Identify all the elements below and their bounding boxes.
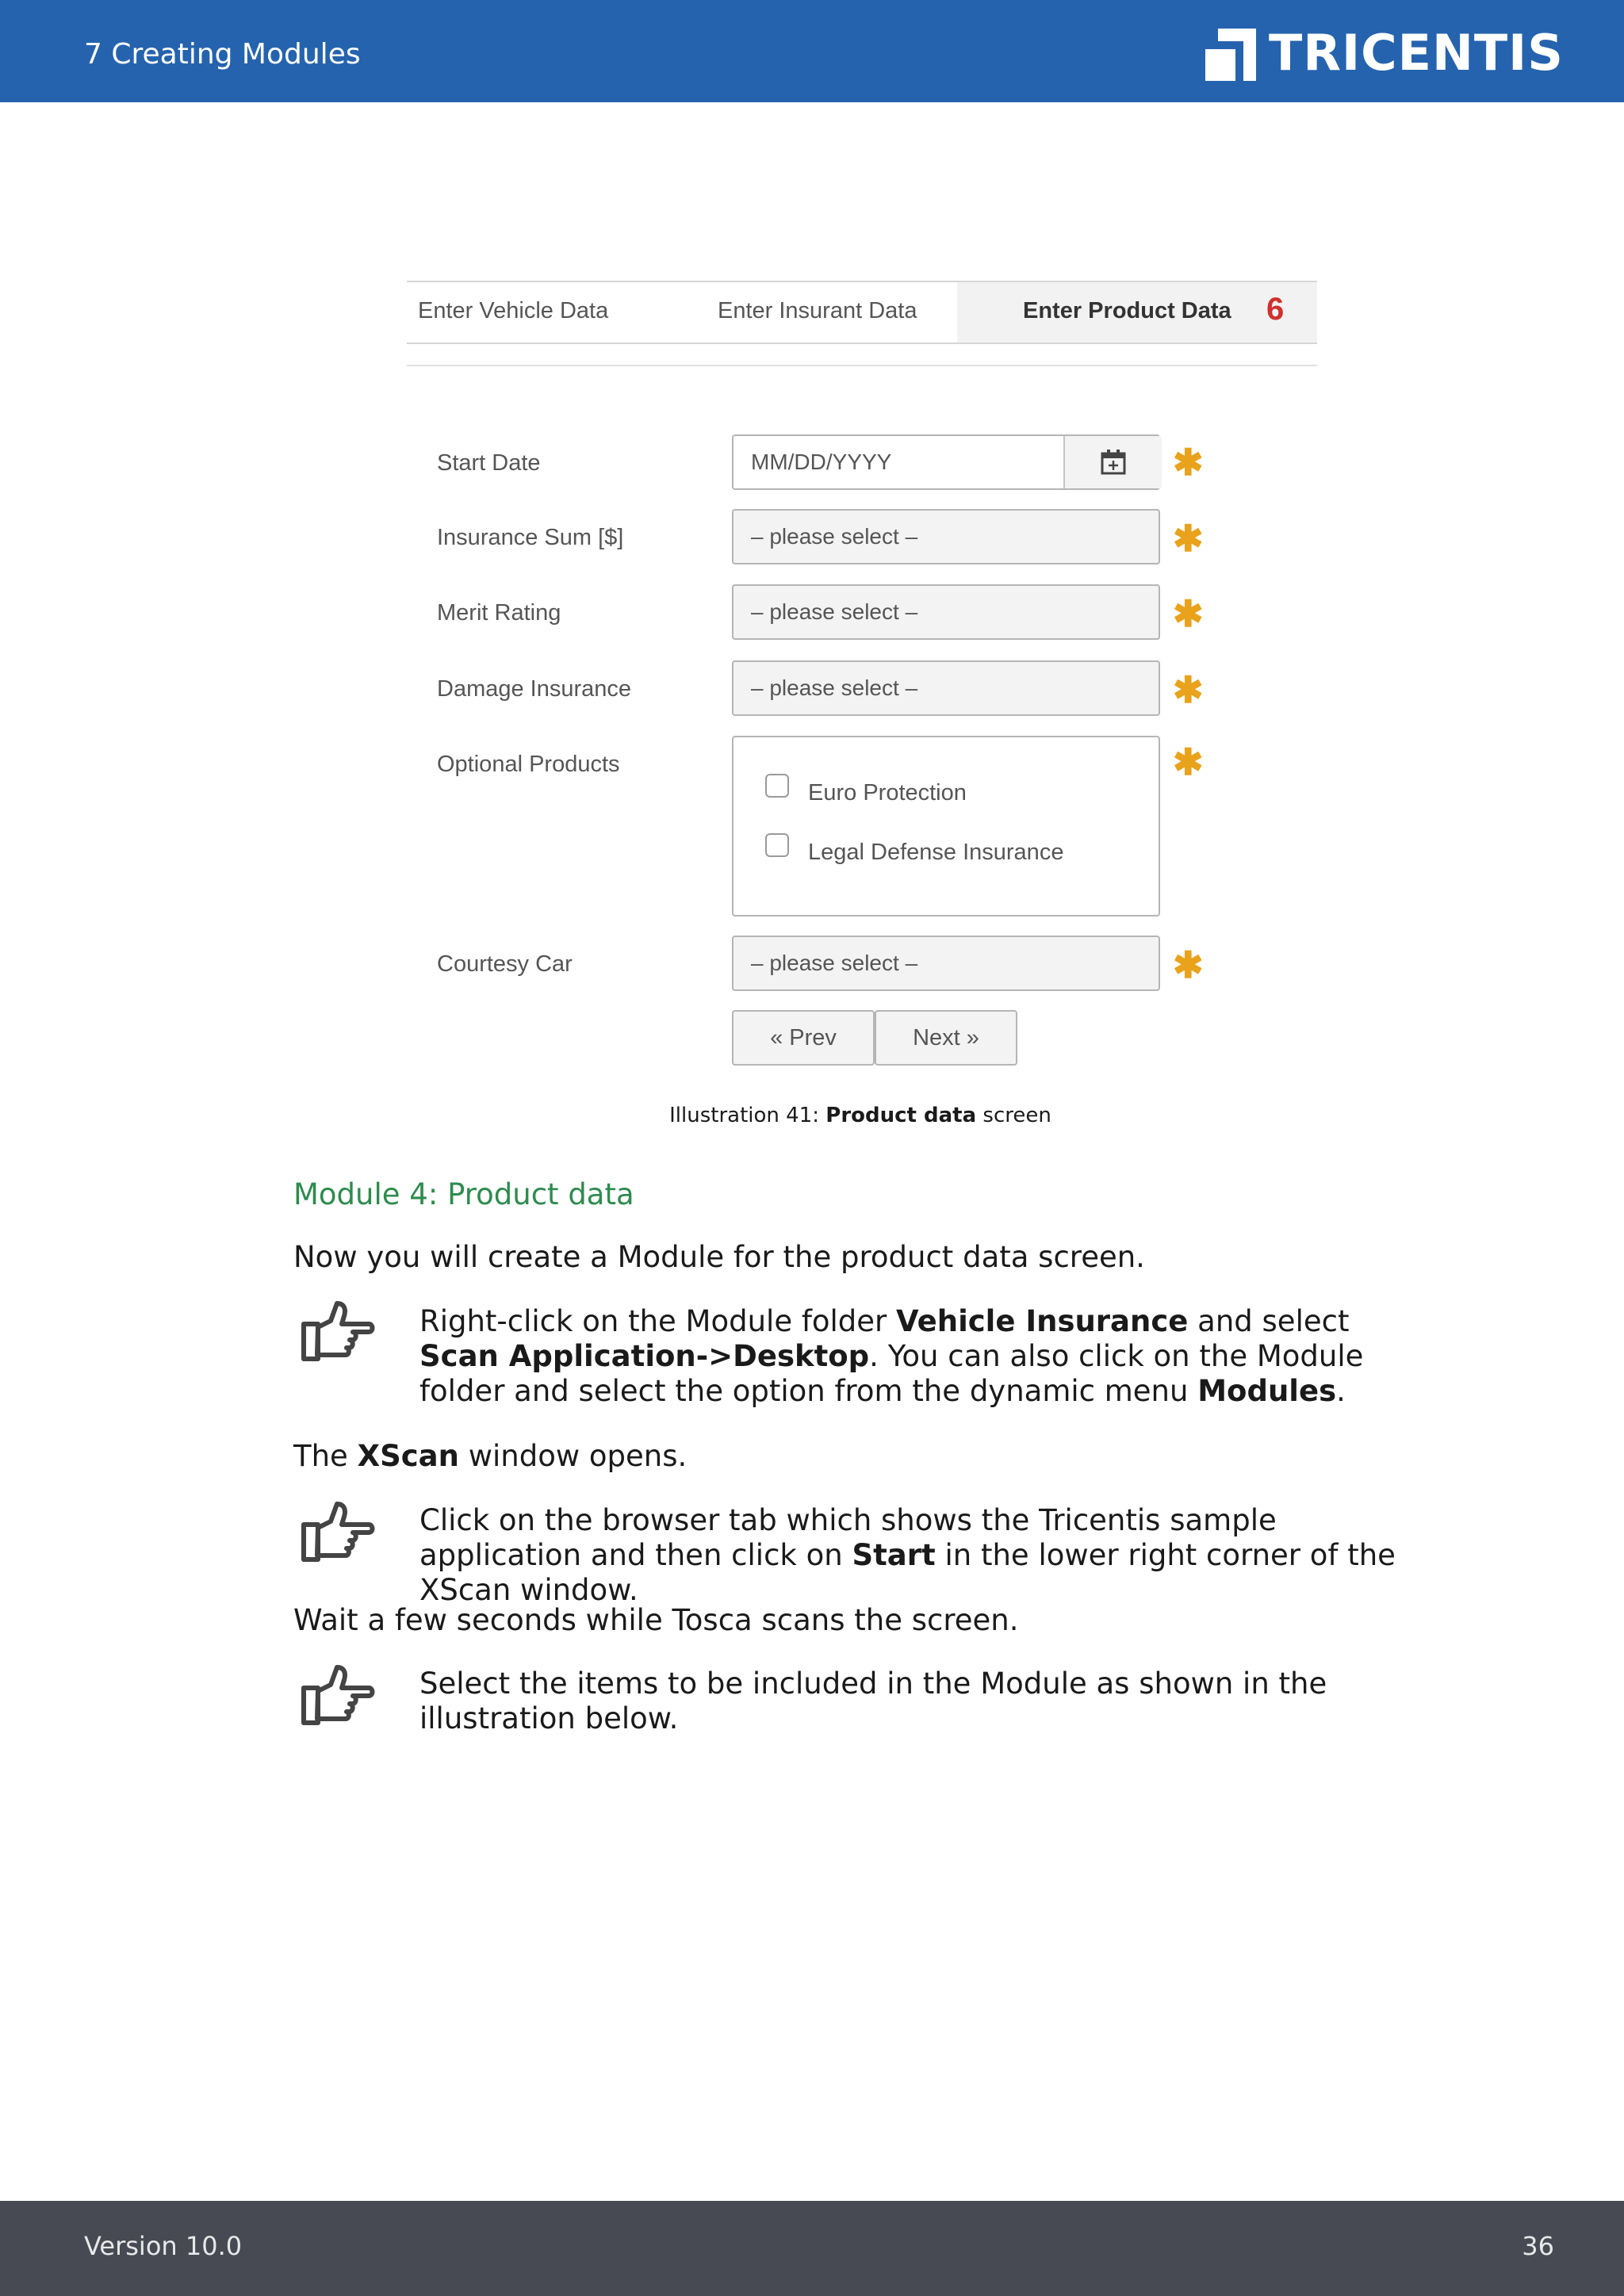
step-1-b1: Vehicle Insurance	[896, 1304, 1189, 1338]
tab-product-data[interactable]: Enter Product Data	[1023, 298, 1231, 323]
prev-button[interactable]: « Prev	[732, 1010, 875, 1066]
start-date-placeholder: MM/DD/YYYY	[751, 450, 892, 474]
step-1-b2: Scan Application->Desktop	[419, 1339, 870, 1373]
merit-rating-value: – please select –	[751, 599, 918, 624]
euro-protection-checkbox[interactable]	[765, 774, 789, 798]
step-1-t2: and select	[1188, 1304, 1350, 1338]
step-3-text: Select the items to be included in the Module as shown in the illustration below.	[419, 1667, 1327, 1735]
next-button[interactable]: Next »	[875, 1010, 1017, 1066]
required-icon: ✱	[1173, 741, 1204, 783]
required-icon: ✱	[1173, 593, 1204, 634]
caption-suffix: screen	[976, 1104, 1051, 1127]
optional-products-label: Optional Products	[437, 752, 620, 777]
brand-name: TRICENTIS	[1269, 24, 1564, 82]
damage-insurance-label: Damage Insurance	[437, 676, 632, 702]
caption-bold: Product data	[825, 1104, 977, 1127]
courtesy-car-label: Courtesy Car	[437, 951, 573, 977]
calendar-icon	[1100, 449, 1127, 476]
chapter-title: 7 Creating Modules	[84, 38, 361, 71]
legal-defense-checkbox[interactable]	[765, 833, 789, 857]
xscan-t1: The	[293, 1439, 358, 1473]
section-heading: Module 4: Product data	[293, 1177, 634, 1211]
damage-insurance-value: – please select –	[751, 675, 918, 700]
page-footer	[0, 2201, 1624, 2296]
tab-insurant-data[interactable]: Enter Insurant Data	[718, 298, 917, 323]
page-number: 36	[1522, 2231, 1554, 2261]
courtesy-car-select[interactable]	[732, 936, 1160, 991]
xscan-b1: XScan	[357, 1439, 459, 1473]
optional-products-group	[732, 736, 1160, 916]
damage-insurance-select[interactable]	[732, 660, 1160, 716]
step-1-t4: .	[1336, 1374, 1346, 1408]
version-label: Version 10.0	[84, 2231, 243, 2261]
product-data-screenshot	[407, 279, 1319, 1072]
tab-step-number: 6	[1266, 292, 1285, 327]
insurance-sum-value: – please select –	[751, 524, 918, 549]
divider	[407, 365, 1317, 366]
step-2-b1: Start	[852, 1538, 936, 1572]
xscan-paragraph	[293, 1439, 1419, 1474]
start-date-input[interactable]	[732, 434, 1160, 490]
tab-bar	[407, 281, 1317, 344]
merit-rating-select[interactable]	[732, 584, 1160, 640]
wait-paragraph: Wait a few seconds while Tosca scans the screen.	[293, 1603, 1019, 1637]
step-2-t1: Click on the browser tab which shows the Tricentis sample application and then click on	[419, 1503, 1277, 1572]
pointing-hand-icon	[299, 1501, 375, 1564]
intro-paragraph: Now you will create a Module for the product data screen.	[293, 1240, 1145, 1274]
courtesy-car-value: – please select –	[751, 951, 918, 975]
insurance-sum-select[interactable]	[732, 509, 1160, 564]
step-1-t3: . You can also click on the Module folder and select the option from the dynamic menu	[419, 1339, 1364, 1408]
step-1-t1: Right-click on the Module folder	[419, 1304, 897, 1338]
start-date-label: Start Date	[437, 450, 541, 476]
step-2-text	[419, 1503, 1419, 1608]
step-2-t2: in the lower right corner of the XScan window.	[419, 1538, 1396, 1607]
merit-rating-label: Merit Rating	[437, 600, 561, 626]
pointing-hand-icon	[299, 1664, 375, 1728]
caption-prefix: Illustration 41:	[669, 1104, 826, 1127]
required-icon: ✱	[1173, 669, 1204, 710]
illustration-caption	[0, 1104, 1624, 1127]
insurance-sum-label: Insurance Sum [$]	[437, 525, 624, 550]
page-header	[0, 0, 1624, 102]
required-icon: ✱	[1173, 518, 1204, 559]
xscan-t2: window opens.	[459, 1439, 688, 1473]
euro-protection-label: Euro Protection	[808, 780, 967, 806]
pointing-hand-icon	[299, 1300, 375, 1364]
required-icon: ✱	[1173, 944, 1204, 985]
required-icon: ✱	[1173, 442, 1204, 483]
tab-vehicle-data[interactable]: Enter Vehicle Data	[418, 298, 609, 323]
legal-defense-label: Legal Defense Insurance	[808, 840, 1064, 865]
step-1-b3: Modules	[1197, 1374, 1337, 1408]
step-1-text	[419, 1304, 1419, 1409]
calendar-button[interactable]	[1063, 436, 1162, 488]
